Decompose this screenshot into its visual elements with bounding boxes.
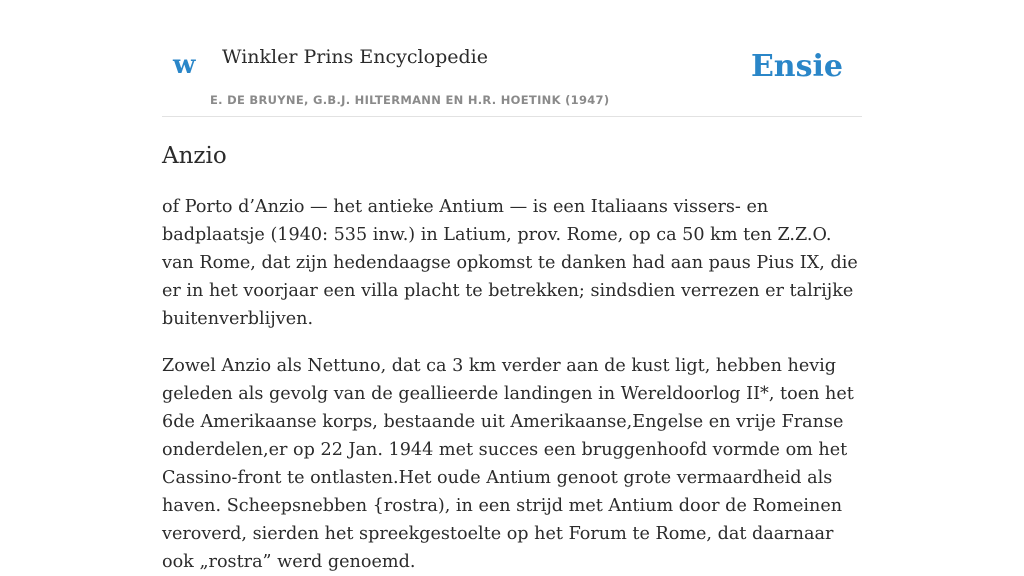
encyclopedia-logo[interactable]: w <box>173 50 196 80</box>
article-page <box>162 0 862 576</box>
work-title-link[interactable]: Winkler Prins Encyclopedie <box>222 46 488 68</box>
article-title: Anzio <box>162 143 227 169</box>
source-header <box>162 0 862 117</box>
article-paragraph: Zowel Anzio als Nettuno, dat ca 3 km verder aan de kust ligt, hebben hevig geleden als gevolg van de geallieerde landingen in Wereldoorlog II*, toen het 6de Amerikaanse korps, bestaande uit Amerikaanse,Engelse en vrije Franse onderdelen,er op 22 Jan. 1944 met succes een bruggenhoofd vormde om het Cassino-front te ontlasten.Het oude Antium genoot grote vermaardheid als haven. Scheepsnebben {rostra), in een strijd met Antium door de Romeinen veroverd, sierden het spreekgestoelte op het Forum te Rome, dat daarnaar ook „rostra” werd genoemd. <box>162 355 854 572</box>
ensie-brand-logo[interactable]: Ensie <box>750 49 843 84</box>
authors-line: E. DE BRUYNE, G.B.J. HILTERMANN EN H.R. HOETINK (1947) <box>210 93 610 107</box>
article-paragraph: of Porto d’Anzio — het antieke Antium — is een Italiaans vissers- en badplaatsje (1940: 535 inw.) in Latium, prov. Rome, op ca 50 km ten Z.Z.O. van Rome, dat zijn hedendaagse opkomst te danken had aan paus Pius IX, die er in het voorjaar een villa placht te betrekken; sindsdien verrezen er talrijke buitenverblijven. <box>162 196 858 329</box>
